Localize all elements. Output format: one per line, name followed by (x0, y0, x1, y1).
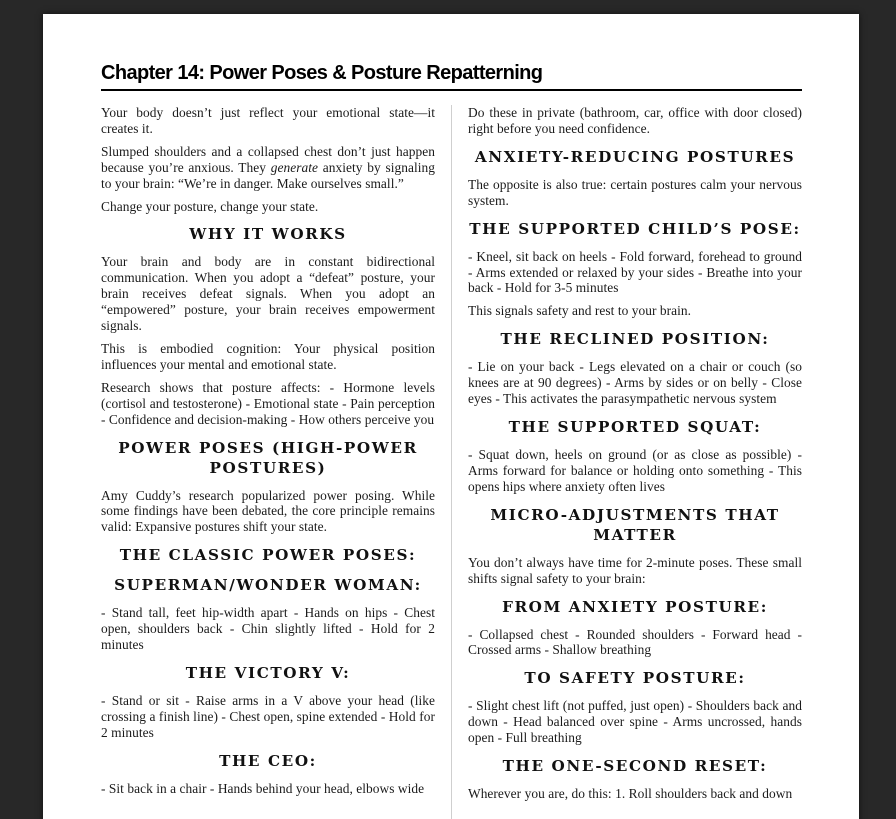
column-divider (451, 105, 452, 819)
heading-power-poses: POWER POSES (HIGH-POWER POSTURES) (118, 438, 418, 477)
heading-childs-pose: THE SUPPORTED CHILD’S POSE: (469, 219, 801, 238)
heading-from-anxiety: FROM ANXIETY POSTURE: (502, 597, 768, 616)
heading-classic-power-poses: THE CLASSIC POWER POSES: (119, 546, 417, 565)
text-span: Slumped shoulders and a collapsed chest don’t just happen because you’re anxious. They (101, 143, 435, 175)
heading-micro-adjustments: MICRO-ADJUSTMENTS THAT MATTER (490, 505, 780, 544)
left-column (101, 105, 435, 804)
heading-why-it-works: WHY IT WORKS (189, 225, 347, 244)
heading-ceo: THE CEO: (219, 751, 317, 770)
heading-superman: SUPERMAN/WONDER WOMAN: (114, 576, 422, 595)
document-page (43, 14, 859, 819)
opposite-paragraph: The opposite is also true: certain postures calm your nervous system. (468, 176, 802, 208)
text-span: anxiety by signaling to your brain: “We’re in danger. Make ourselves small.” (101, 159, 435, 191)
ceo-steps: - Sit back in a chair - Hands behind your head, elbows wide (101, 780, 425, 796)
private-paragraph: Do these in private (bathroom, car, office with door closed) right before you need confidence. (468, 105, 802, 136)
safety-posture-list: - Slight chest lift (not puffed, just open) - Shoulders back and down - Head balanced over spine - Arms uncrossed, hands open - Full breathing (468, 698, 802, 746)
research-paragraph: Research shows that posture affects: - Hormone levels (cortisol and testosterone) - Emotional state - Pain perception - Confidence and decision-making - How others perceive you (101, 379, 435, 427)
micro-adjustments-paragraph: You don’t always have time for 2-minute poses. These small shifts signal safety to your brain: (468, 554, 802, 586)
chapter-title: Chapter 14: Power Poses & Posture Repatterning (101, 61, 802, 91)
victory-v-steps: - Stand or sit - Raise arms in a V above your head (like crossing a finish line) - Chest open, spine extended - Hold for 2 minutes (101, 692, 435, 740)
heading-one-second-reset: THE ONE-SECOND RESET: (502, 757, 768, 776)
bidirectional-paragraph: Your brain and body are in constant bidirectional communication. When you adopt a “defeat” posture, your brain receives defeat signals. When you adopt an “empowered” posture, your brain receives empowerment signals. (101, 254, 435, 334)
right-column (468, 105, 802, 809)
anxiety-posture-list: - Collapsed chest - Rounded shoulders - Forward head - Crossed arms - Shallow breathing (468, 626, 802, 658)
childs-pose-steps: - Kneel, sit back on heels - Fold forward, forehead to ground - Arms extended or relaxed by your sides - Breathe into your back - Hold for 3-5 minutes (468, 248, 802, 296)
embodied-cognition-paragraph: This is embodied cognition: Your physical position influences your mental and emotional state. (101, 340, 435, 372)
change-posture-paragraph: Change your posture, change your state. (101, 198, 319, 214)
reclined-steps: - Lie on your back - Legs elevated on a chair or couch (so knees are at 90 degrees) - Arms by sides or on belly - Close eyes - This activates the parasympathetic nervous system (468, 359, 802, 407)
emphasis-text: generate (270, 159, 319, 175)
heading-to-safety: TO SAFETY POSTURE: (524, 669, 746, 688)
intro-paragraph: Your body doesn’t just reflect your emotional state—it creates it. (101, 105, 435, 136)
heading-victory-v: THE VICTORY V: (185, 663, 351, 682)
two-column-body (101, 105, 802, 819)
slumped-shoulders-paragraph (101, 144, 435, 192)
amy-cuddy-paragraph: Amy Cuddy’s research popularized power posing. While some findings have been debated, the core principle remains valid: Expansive postures shift your state. (101, 487, 435, 535)
reset-steps: Wherever you are, do this: 1. Roll shoulders back and down (468, 786, 793, 802)
safety-rest-paragraph: This signals safety and rest to your brain. (468, 303, 692, 319)
squat-steps: - Squat down, heels on ground (or as close as possible) - Arms forward for balance or holding onto something - This opens hips where anxiety often lives (468, 446, 802, 494)
heading-reclined-position: THE RECLINED POSITION: (500, 330, 770, 349)
heading-supported-squat: THE SUPPORTED SQUAT: (508, 417, 762, 436)
heading-anxiety-reducing: ANXIETY-REDUCING POSTURES (474, 147, 796, 166)
superman-steps: - Stand tall, feet hip-width apart - Hands on hips - Chest open, shoulders back - Chin slightly lifted - Hold for 2 minutes (101, 605, 435, 653)
